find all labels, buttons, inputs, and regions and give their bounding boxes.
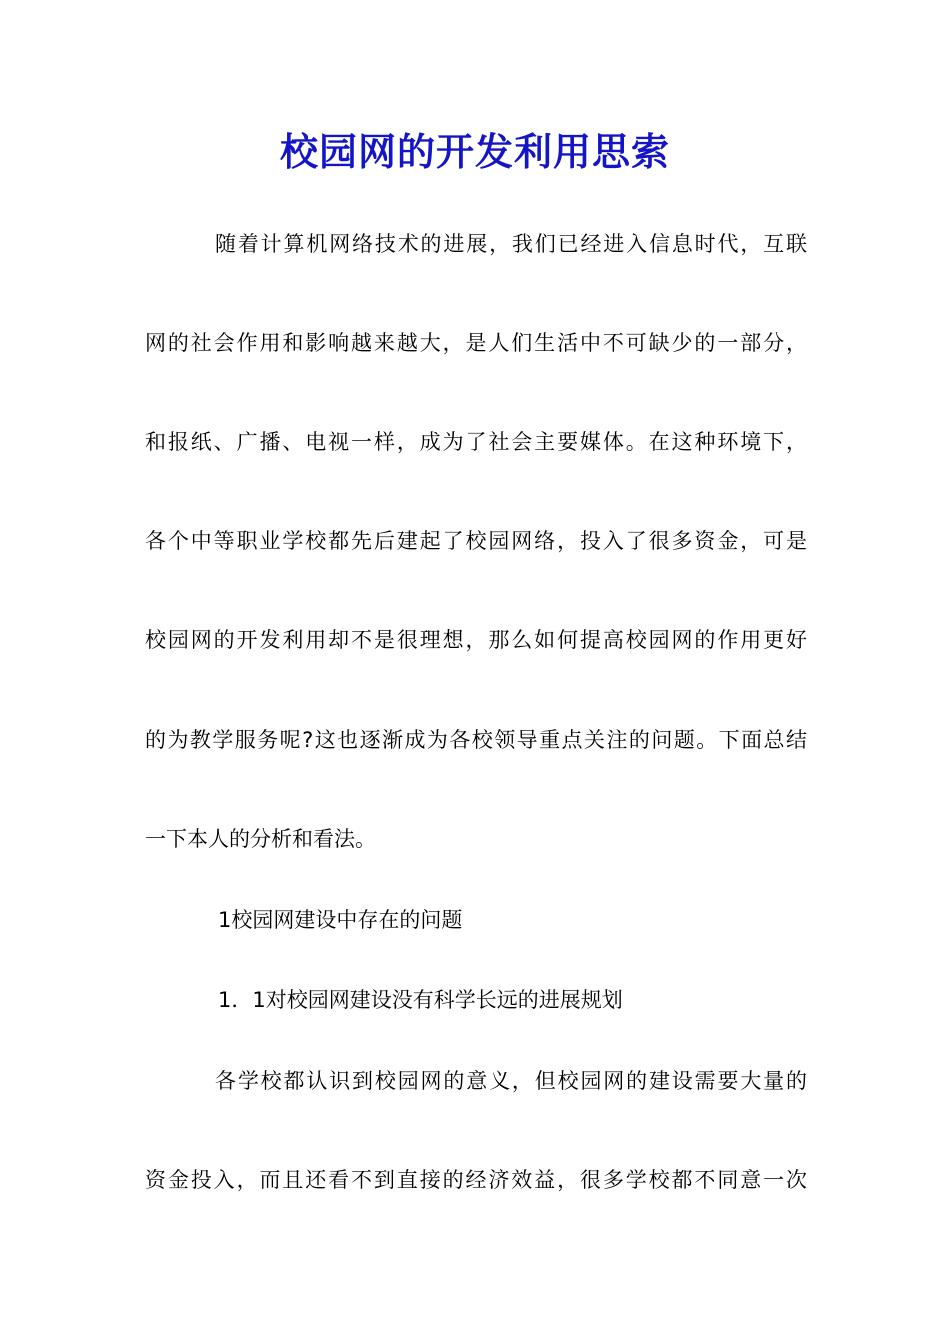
paragraph-line: 各学校都认识到校园网的意义，但校园网的建设需要大量的 xyxy=(215,1069,807,1093)
paragraph-line: 资金投入，而且还看不到直接的经济效益，很多学校都不同意一次 xyxy=(145,1168,807,1192)
paragraph-line: 一下本人的分析和看法。 xyxy=(145,827,376,851)
section-heading: 1校园网建设中存在的问题 xyxy=(218,908,463,932)
subsection-heading: 1．1对校园网建设没有科学长远的进展规划 xyxy=(218,988,623,1012)
paragraph-line: 校园网的开发利用却不是很理想，那么如何提高校园网的作用更好 xyxy=(145,628,807,652)
paragraph-line: 网的社会作用和影响越来越大，是人们生活中不可缺少的一部分， xyxy=(145,331,807,355)
paragraph-line: 的为教学服务呢?这也逐渐成为各校领导重点关注的问题。下面总结 xyxy=(145,728,807,752)
paragraph-line: 随着计算机网络技术的进展，我们已经进入信息时代，互联 xyxy=(215,232,807,256)
document-title: 校园网的开发利用思索 xyxy=(279,129,670,174)
paragraph-line: 各个中等职业学校都先后建起了校园网络，投入了很多资金，可是 xyxy=(145,529,807,553)
paragraph-line: 和报纸、广播、电视一样，成为了社会主要媒体。在这种环境下， xyxy=(145,430,807,454)
